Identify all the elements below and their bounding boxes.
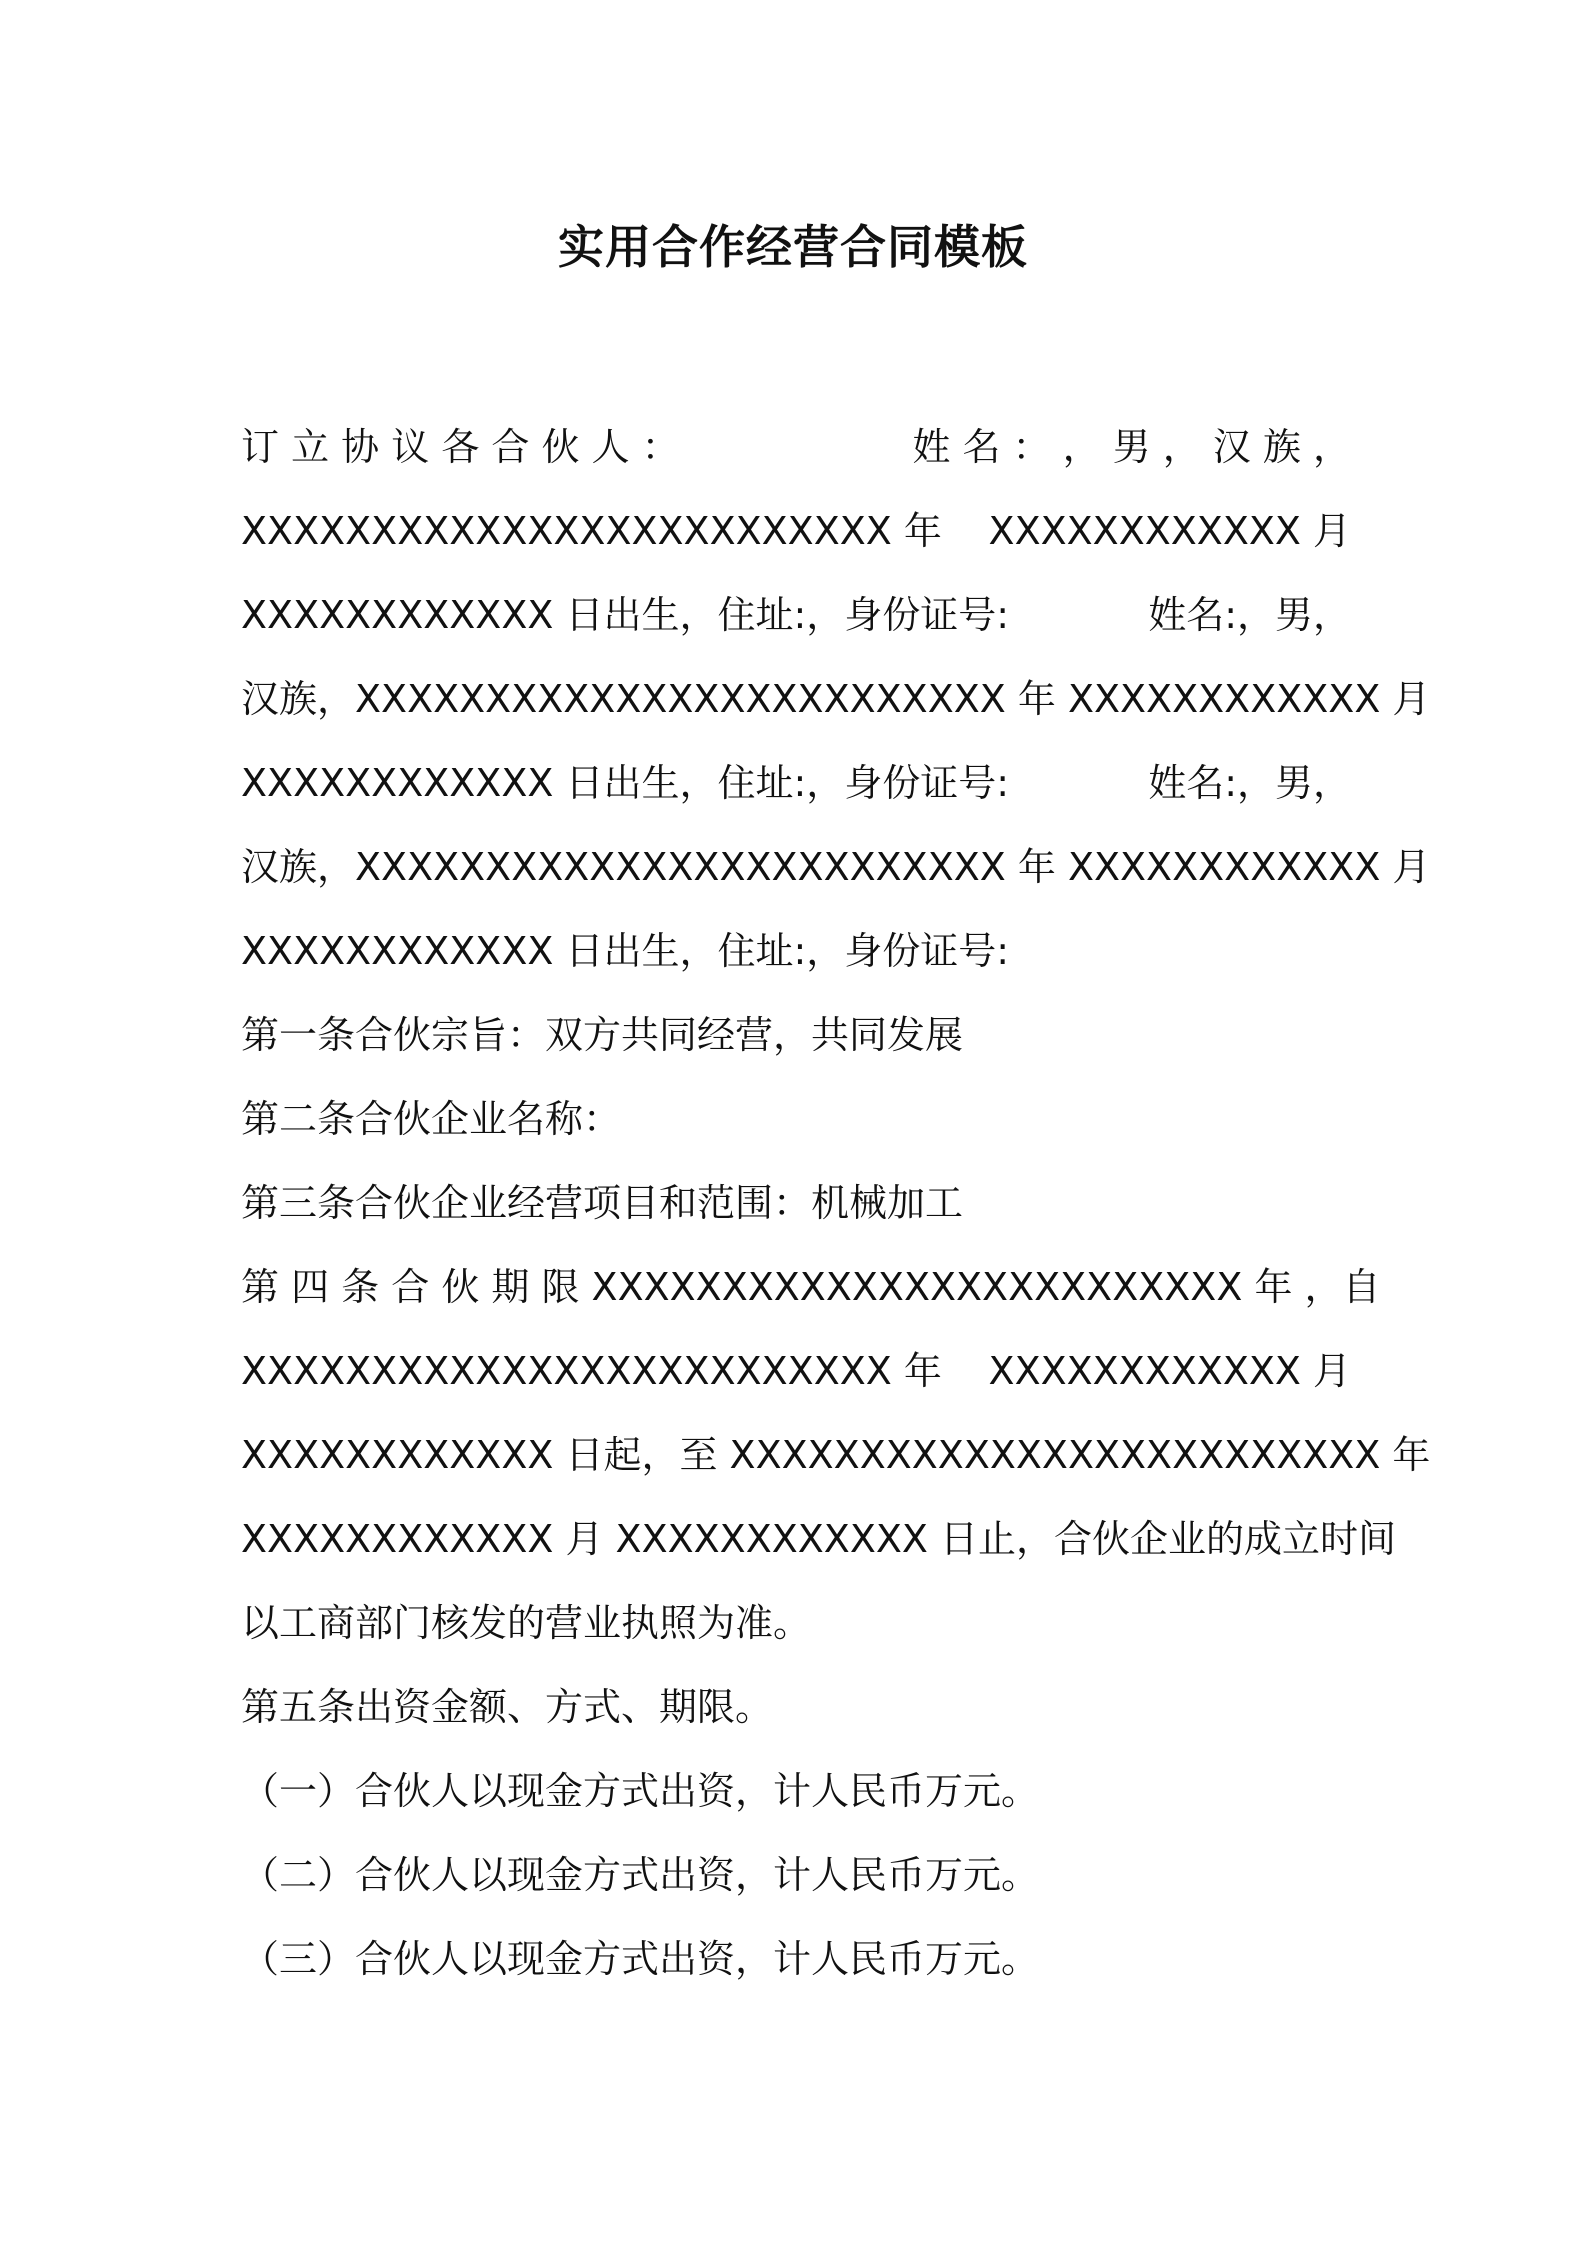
- article-4-start-year: XXXXXXXXXXXXXXXXXXXXXXXXX 年: [241, 1349, 942, 1393]
- article-4-start-month: XXXXXXXXXXXX 月: [988, 1349, 1351, 1393]
- preamble-line-3: [241, 573, 1351, 657]
- party-1-birth-year: XXXXXXXXXXXXXXXXXXXXXXXXX 年: [241, 509, 942, 553]
- article-4-from: 自: [1342, 1265, 1381, 1309]
- article-4-line-2: [241, 1329, 1351, 1413]
- party-2-name: 姓名:，男，: [1148, 593, 1351, 637]
- party-1-birth-month: XXXXXXXXXXXX 月: [988, 509, 1351, 553]
- article-3: 第三条合伙企业经营项目和范围：机械加工: [241, 1181, 964, 1225]
- parties-label: 订 立 协 议 各 合 伙 人 ：: [241, 425, 680, 469]
- article-4-line-3: XXXXXXXXXXXX 日起，至 XXXXXXXXXXXXXXXXXXXXXXXXX 年: [241, 1433, 1431, 1477]
- article-2: 第二条合伙企业名称：: [241, 1097, 622, 1141]
- page-title: 实用合作经营合同模板: [558, 220, 1028, 274]
- preamble-line-5: [241, 741, 1351, 825]
- article-5: 第五条出资金额、方式、期限。: [241, 1685, 774, 1729]
- article-1: 第一条合伙宗旨：双方共同经营，共同发展: [241, 1013, 964, 1057]
- party-2-address-id: XXXXXXXXXXXX 日出生，住址:，身份证号:: [241, 761, 1010, 805]
- party-3-name: 姓名:，男，: [1148, 761, 1351, 805]
- party-1-name: 姓 名 ： ， 男 ， 汉 族 ，: [912, 425, 1351, 469]
- preamble-line-7: XXXXXXXXXXXX 日出生，住址:，身份证号:: [241, 929, 1010, 973]
- preamble-line-4: 汉族，XXXXXXXXXXXXXXXXXXXXXXXXX 年 XXXXXXXXXXXX 月: [241, 677, 1431, 721]
- preamble-line-6: 汉族，XXXXXXXXXXXXXXXXXXXXXXXXX 年 XXXXXXXXXXXX 月: [241, 845, 1431, 889]
- preamble-line-1: [241, 405, 1351, 489]
- preamble-line-2: [241, 489, 1351, 573]
- article-4-line-4: XXXXXXXXXXXX 月 XXXXXXXXXXXX 日止，合伙企业的成立时间: [241, 1517, 1397, 1561]
- article-4-term: 第 四 条 合 伙 期 限 XXXXXXXXXXXXXXXXXXXXXXXXX 年 ，: [241, 1265, 1343, 1309]
- article-5-item-1: （一）合伙人以现金方式出资，计人民币万元。: [241, 1769, 1040, 1813]
- article-5-item-3: （三）合伙人以现金方式出资，计人民币万元。: [241, 1937, 1040, 1981]
- party-1-address-id: XXXXXXXXXXXX 日出生，住址:，身份证号:: [241, 593, 1010, 637]
- article-5-item-2: （二）合伙人以现金方式出资，计人民币万元。: [241, 1853, 1040, 1897]
- contract-body: [241, 405, 1431, 2001]
- article-4-line-1: [241, 1245, 1381, 1329]
- article-4-line-5: 以工商部门核发的营业执照为准。: [241, 1601, 812, 1645]
